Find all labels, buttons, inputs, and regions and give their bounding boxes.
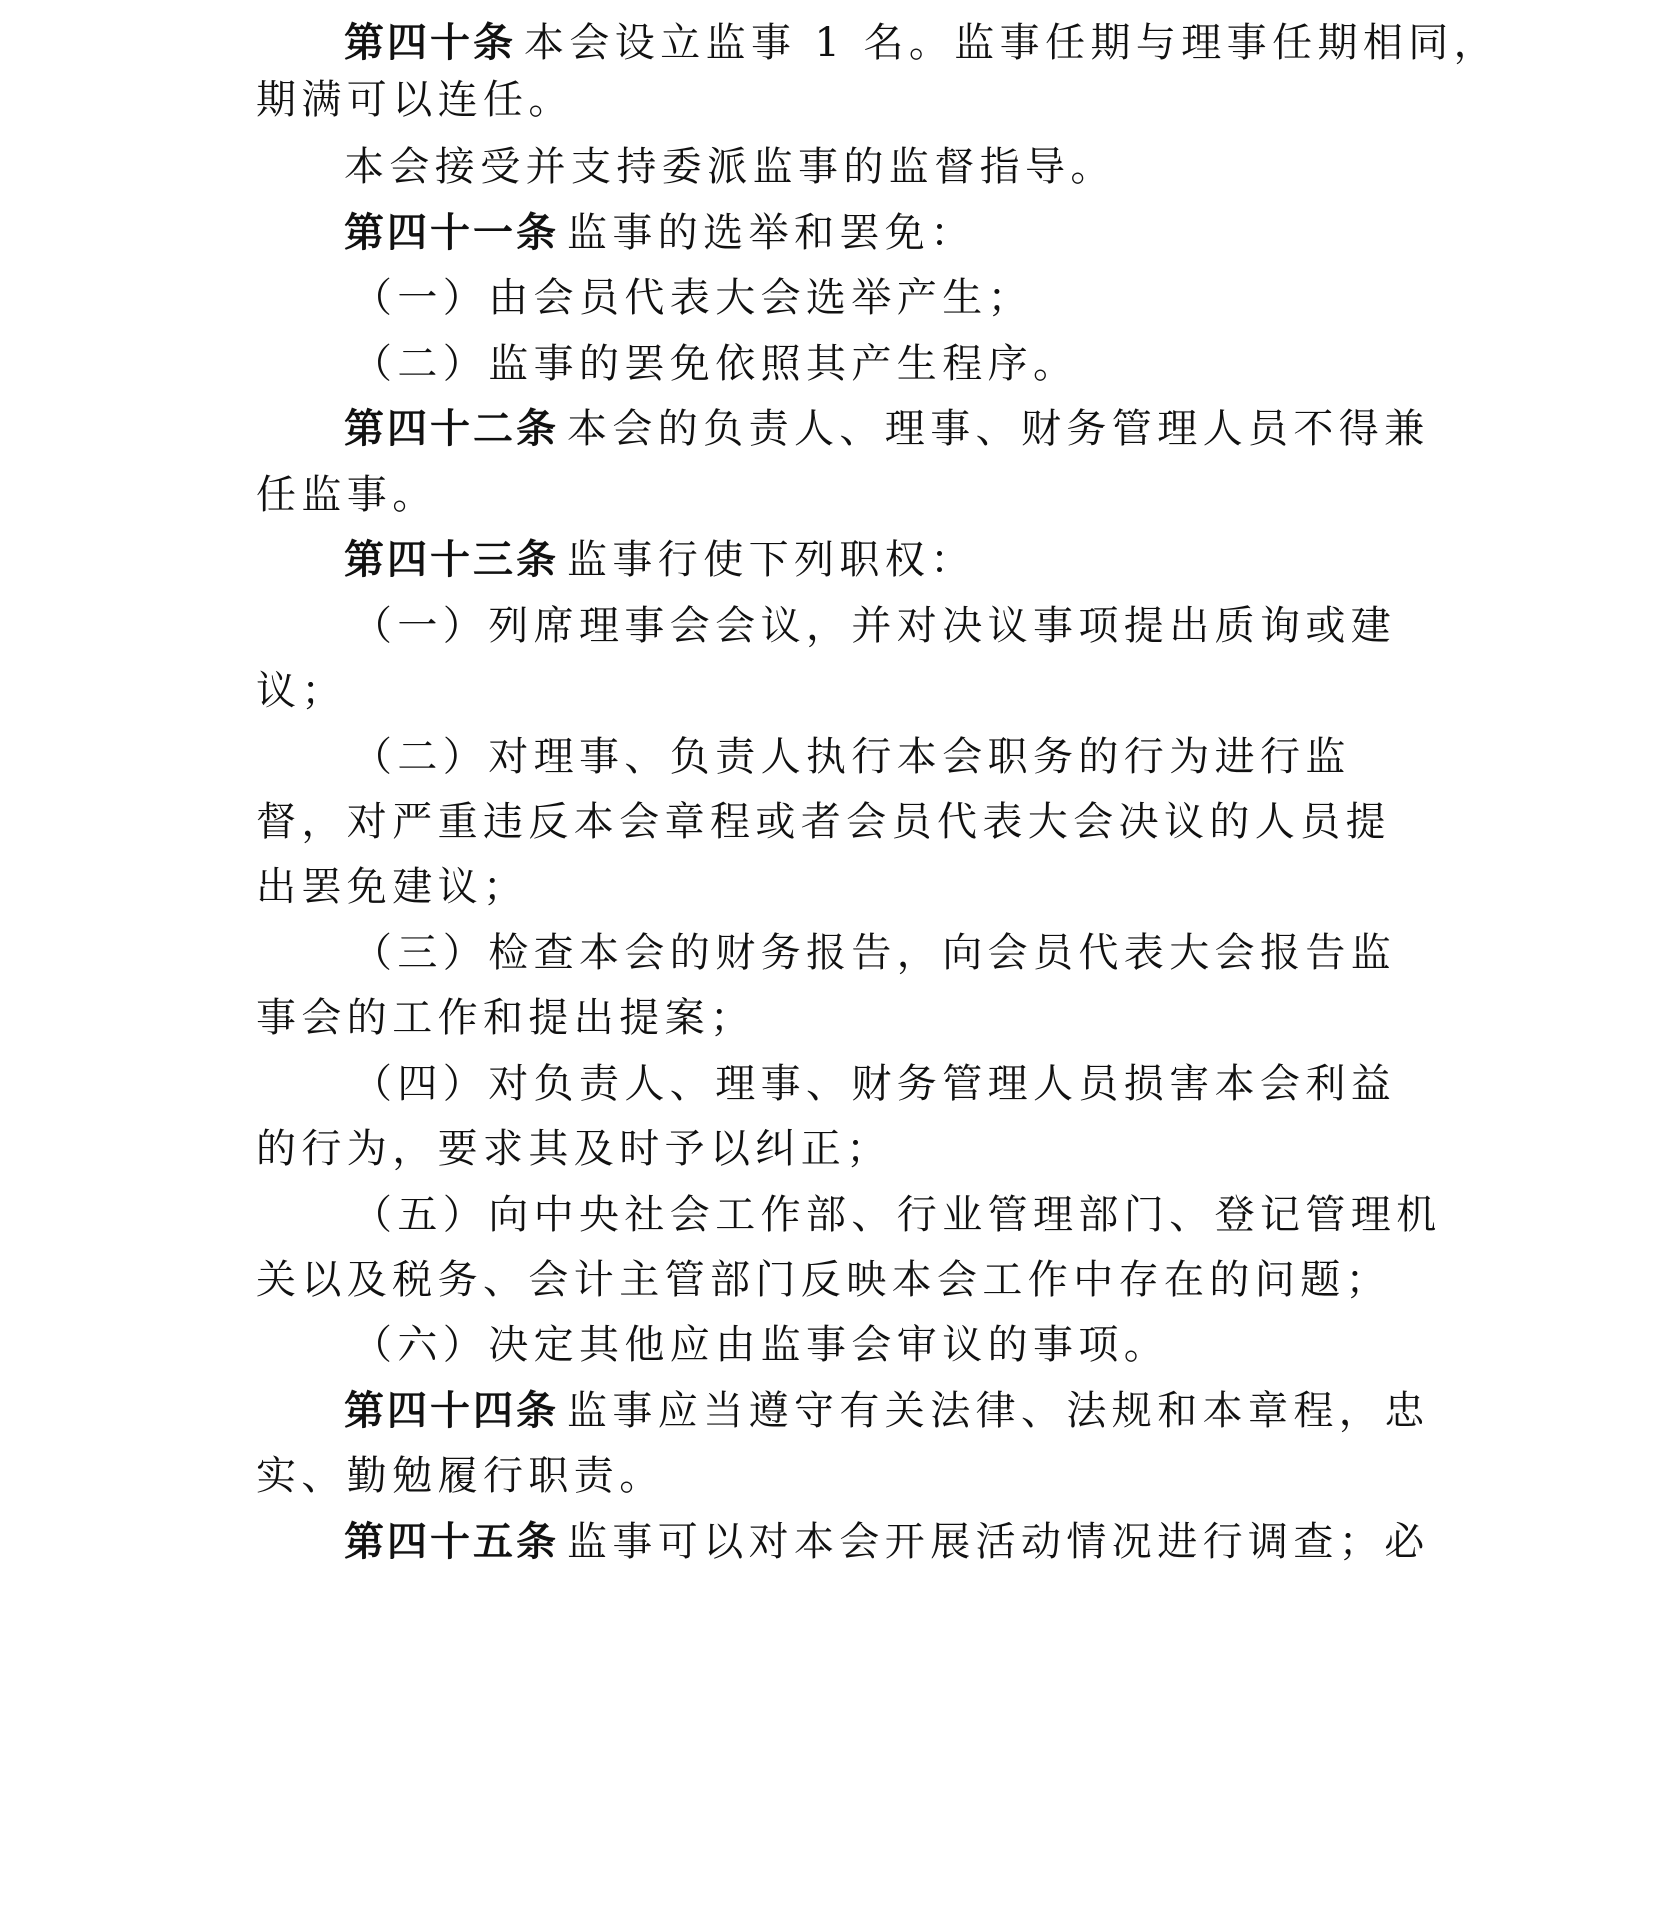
article-41-line-1: [344, 203, 976, 263]
article-43-item-1-line-1: （一）列席理事会会议，并对决议事项提出质询或建: [352, 603, 1397, 649]
article-40-line-2: 期满可以连任。: [256, 77, 574, 123]
article-42-line-1: [344, 399, 1430, 459]
article-43-line-1: [344, 530, 976, 590]
article-43-text: 监事行使下列职权：: [567, 537, 976, 583]
article-40-text: 本会设立监事 1 名。监事任期与理事任期相同，: [524, 20, 1500, 66]
article-43-item-4-line-1: （四）对负责人、理事、财务管理人员损害本会利益: [352, 1061, 1397, 1107]
article-43-item-3-line-2: 事会的工作和提出提案；: [256, 995, 756, 1041]
article-43-item-2-line-3: 出罢免建议；: [256, 864, 529, 910]
article-43-item-4-line-2: 的行为，要求其及时予以纠正；: [256, 1126, 892, 1172]
article-45-heading: 第四十五条: [344, 1518, 559, 1565]
article-41-item-1: （一）由会员代表大会选举产生；: [352, 275, 1033, 321]
article-44-line-2: 实、勤勉履行职责。: [256, 1453, 665, 1499]
article-42-text: 本会的负责人、理事、财务管理人员不得兼: [567, 406, 1430, 452]
article-40-line-1: [344, 13, 1499, 73]
article-43-item-6: （六）决定其他应由监事会审议的事项。: [352, 1322, 1170, 1368]
article-41-heading: 第四十一条: [344, 209, 559, 256]
article-42-line-2: 任监事。: [256, 472, 438, 518]
article-42-heading: 第四十二条: [344, 405, 559, 452]
article-43-item-1-line-2: 议；: [256, 668, 347, 714]
article-40-paragraph: 本会接受并支持委派监事的监督指导。: [344, 144, 1116, 190]
article-43-heading: 第四十三条: [344, 536, 559, 583]
article-41-text: 监事的选举和罢免：: [567, 210, 976, 256]
article-44-heading: 第四十四条: [344, 1387, 559, 1434]
article-44-line-1: [344, 1381, 1430, 1441]
article-45-line-1: [344, 1512, 1430, 1572]
article-45-text: 监事可以对本会开展活动情况进行调查；必: [567, 1519, 1430, 1565]
article-41-item-2: （二）监事的罢免依照其产生程序。: [352, 341, 1079, 387]
article-43-item-2-line-2: 督，对严重违反本会章程或者会员代表大会决议的人员提: [256, 799, 1391, 845]
article-43-item-2-line-1: （二）对理事、负责人执行本会职务的行为进行监: [352, 734, 1351, 780]
article-40-heading: 第四十条: [344, 19, 516, 66]
article-43-item-5-line-1: （五）向中央社会工作部、行业管理部门、登记管理机: [352, 1192, 1442, 1238]
article-43-item-3-line-1: （三）检查本会的财务报告，向会员代表大会报告监: [352, 930, 1397, 976]
article-44-text: 监事应当遵守有关法律、法规和本章程，忠: [567, 1388, 1430, 1434]
article-43-item-5-line-2: 关以及税务、会计主管部门反映本会工作中存在的问题；: [256, 1257, 1391, 1303]
